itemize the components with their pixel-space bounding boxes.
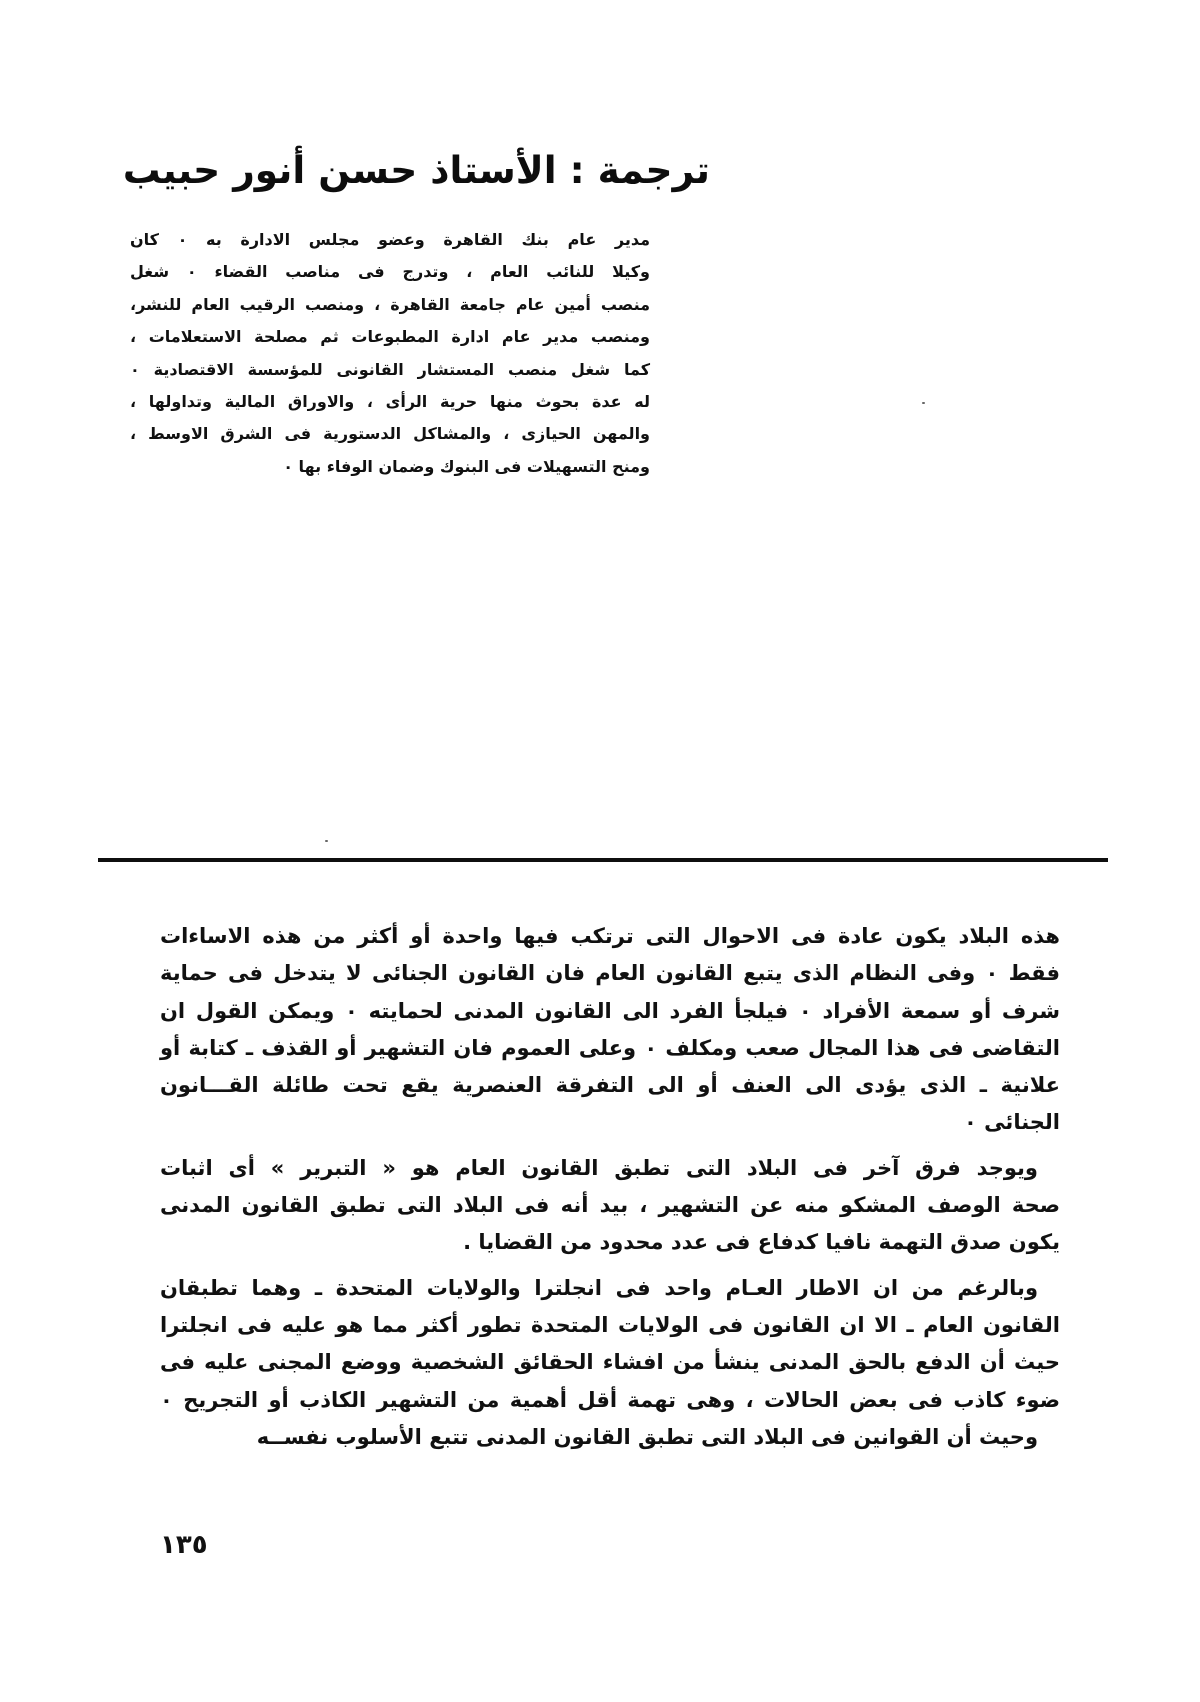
body-line: علانية ـ الذى يؤدى الى العنف أو الى التفرقة العنصرية يقع تحت طائلة القـــانون [160,1073,1060,1098]
bio-line: وكيلا للنائب العام ، وتدرج فى مناصب القضاء ٠ شغل [130,262,650,282]
body-line: ويوجد فرق آخر فى البلاد التى تطبق القانون العام هو « التبرير » أى اثبات [160,1155,1038,1180]
bio-line: كما شغل منصب المستشار القانونى للمؤسسة الاقتصادية ٠ [130,359,650,379]
bio-line: والمهن الحيازى ، والمشاكل الدستورية فى الشرق الاوسط ، [130,424,650,444]
body-line: وبالرغم من ان الاطار العـام واحد فى انجلترا والولايات المتحدة ـ وهما تطبقان [160,1275,1038,1300]
translator-bio [130,224,650,483]
scan-speck [325,840,328,842]
body-line: صحة الوصف المشكو منه عن التشهير ، بيد أنه فى البلاد التى تطبق القانون المدنى [160,1193,1060,1218]
bio-line: له عدة بحوث منها حرية الرأى ، والاوراق المالية وتداولها ، [130,392,650,412]
bio-line: منصب أمين عام جامعة القاهرة ، ومنصب الرقيب العام للنشر، [130,294,650,314]
paragraph [160,918,1060,1142]
body-line: التقاضى فى هذا المجال صعب ومكلف ٠ وعلى العموم فان التشهير أو القذف ـ كتابة أو [160,1035,1061,1060]
translator-title: ترجمة : الأستاذ حسن أنور حبيب [122,148,710,192]
section-divider [98,858,1108,862]
bio-line: ومنح التسهيلات فى البنوك وضمان الوفاء بها ٠ [283,456,650,476]
body-line: هذه البلاد يكون عادة فى الاحوال التى ترتكب فيها واحدة أو أكثر من هذه الاساءات [160,924,1060,948]
body-text [160,918,1060,1464]
paragraph [160,1270,1060,1456]
body-line: شرف أو سمعة الأفراد ٠ فيلجأ الفرد الى القانون المدنى لحمايته ٠ ويمكن القول ان [160,998,1060,1023]
body-line: حيث أن الدفع بالحق المدنى ينشأ من افشاء الحقائق الشخصية ووضع المجنى عليه فى [160,1350,1060,1375]
page-number: ١٣٥ [160,1530,208,1560]
bio-line: ومنصب مدير عام ادارة المطبوعات ثم مصلحة الاستعلامات ، [130,327,650,347]
body-line: الجنائى ٠ [964,1110,1060,1135]
paragraph [160,1150,1060,1262]
scan-speck [922,402,925,404]
body-line: فقط ٠ وفى النظام الذى يتبع القانون العام فان القانون الجنائى لا يتدخل فى حماية [160,961,1060,986]
body-line: وحيث أن القوانين فى البلاد التى تطبق القانون المدنى تتبع الأسلوب نفســه [256,1424,1038,1449]
body-line: يكون صدق التهمة نافيا كدفاع فى عدد محدود من القضايا . [463,1230,1060,1255]
body-line: القانون العام ـ الا ان القانون فى الولايات المتحدة تطور أكثر مما هو عليه فى انجلترا [160,1312,1060,1337]
body-line: ضوء كاذب فى بعض الحالات ، وهى تهمة أقل أهمية من التشهير الكاذب أو التجريح ٠ [160,1387,1060,1412]
bio-line: مدير عام بنك القاهرة وعضو مجلس الادارة به ٠ كان [130,230,651,249]
